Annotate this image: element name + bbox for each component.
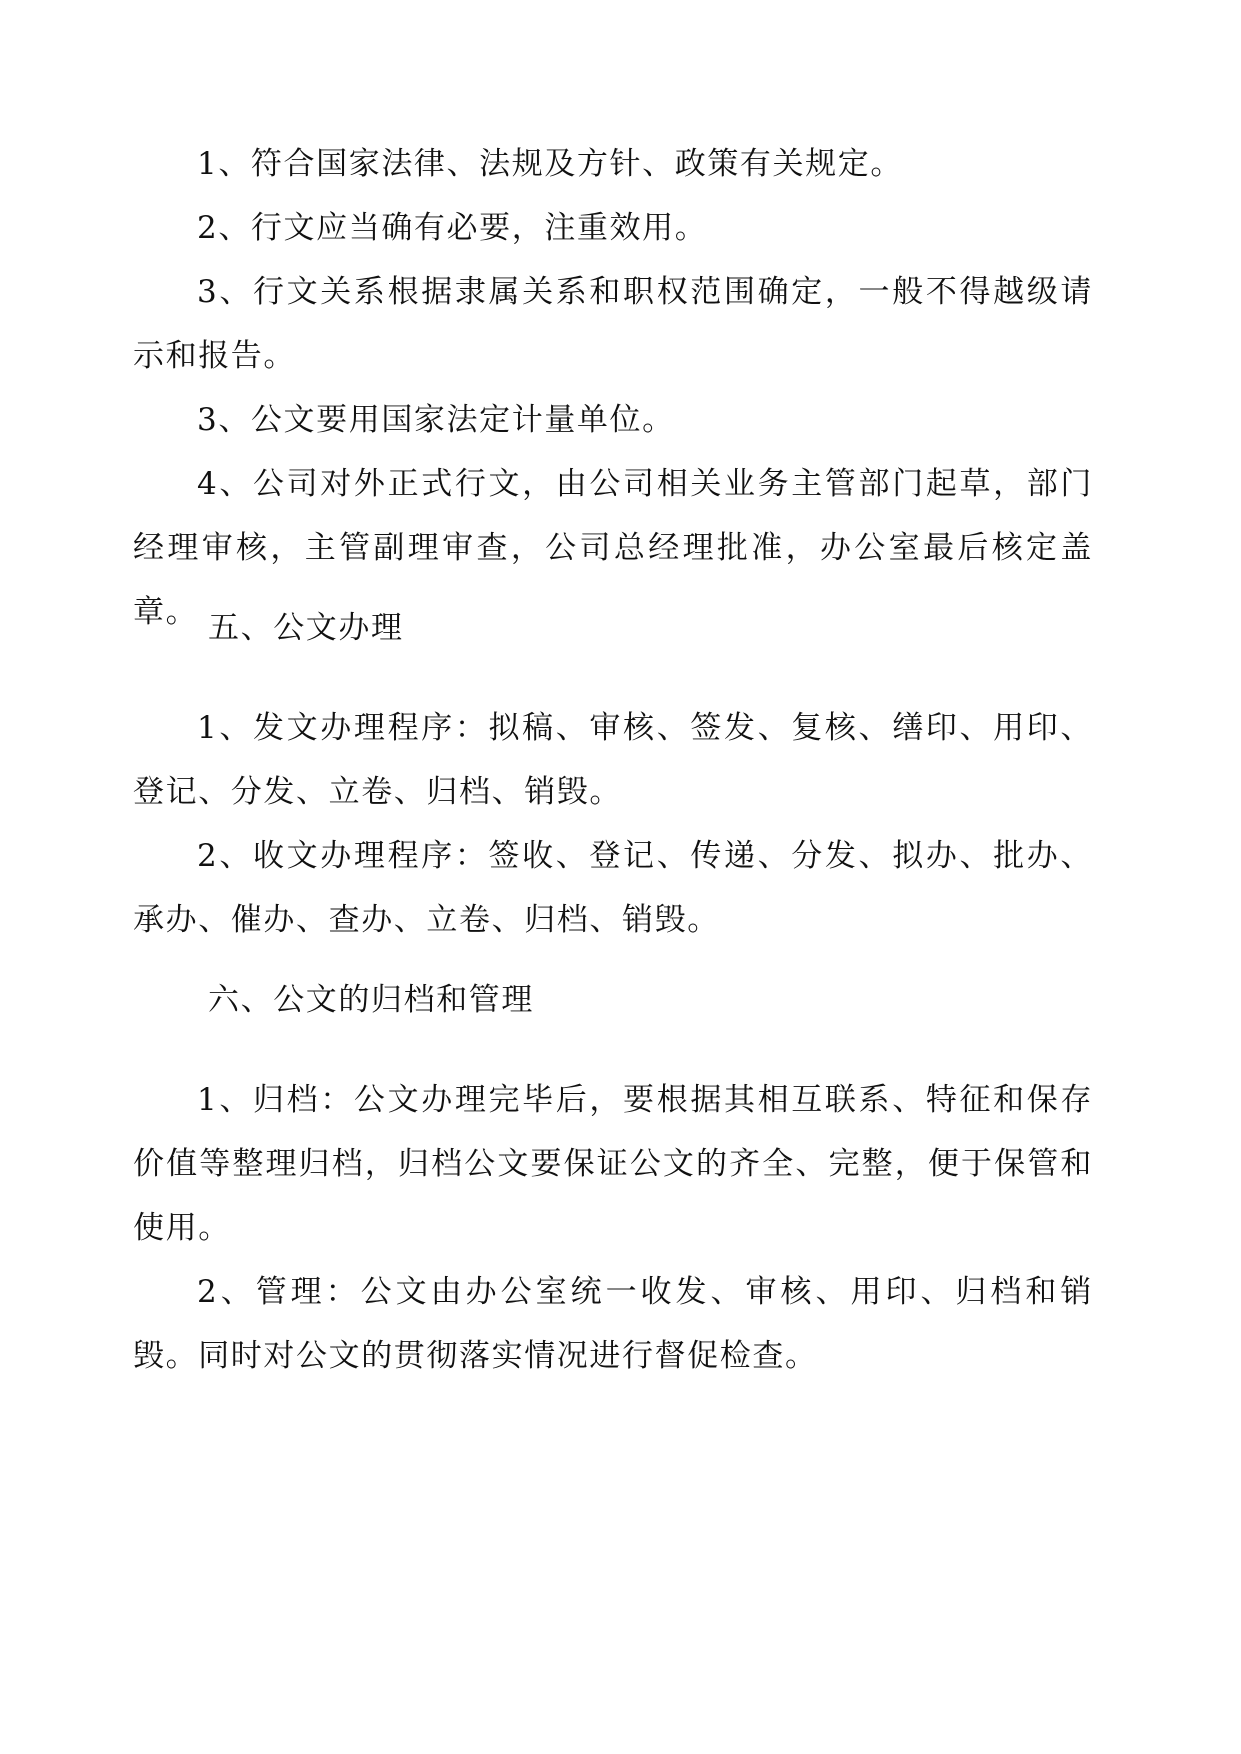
paragraph-text: 2、管理：公文由办公室统一收发、审核、用印、归档和销毁。同时对公文的贯彻落实情况进行督促检查。 [133, 1274, 1093, 1374]
paragraph-archiving [133, 1068, 1093, 1260]
paragraph-outgoing-procedure [133, 696, 1093, 824]
paragraph-text: 2、行文应当确有必要，注重效用。 [197, 210, 708, 246]
paragraph-text: 1、符合国家法律、法规及方针、政策有关规定。 [197, 146, 903, 182]
paragraph-text: 2、收文办理程序：签收、登记、传递、分发、拟办、批办、承办、催办、查办、立卷、归档、销毁。 [133, 838, 1093, 938]
paragraph-units [133, 388, 1093, 452]
paragraph-text: 3、行文关系根据隶属关系和职权范围确定，一般不得越级请示和报告。 [133, 274, 1093, 374]
paragraph-necessity [133, 196, 1093, 260]
section-heading-six: 六、公文的归档和管理 [208, 982, 534, 1018]
paragraph-text: 1、发文办理程序：拟稿、审核、签发、复核、缮印、用印、登记、分发、立卷、归档、销毁。 [133, 710, 1093, 810]
paragraph-relations [133, 260, 1093, 388]
paragraph-compliance [133, 132, 1093, 196]
section-heading-five: 五、公文办理 [208, 610, 404, 646]
paragraph-text: 4、公司对外正式行文，由公司相关业务主管部门起草，部门经理审核，主管副理审查，公司总经理批准，办公室最后核定盖章。 [133, 466, 1093, 630]
paragraph-incoming-procedure [133, 824, 1093, 952]
paragraph-text: 1、归档：公文办理完毕后，要根据其相互联系、特征和保存价值等整理归档，归档公文要保证公文的齐全、完整，便于保管和使用。 [133, 1082, 1093, 1246]
paragraph-text: 3、公文要用国家法定计量单位。 [197, 402, 675, 438]
paragraph-management [133, 1260, 1093, 1388]
